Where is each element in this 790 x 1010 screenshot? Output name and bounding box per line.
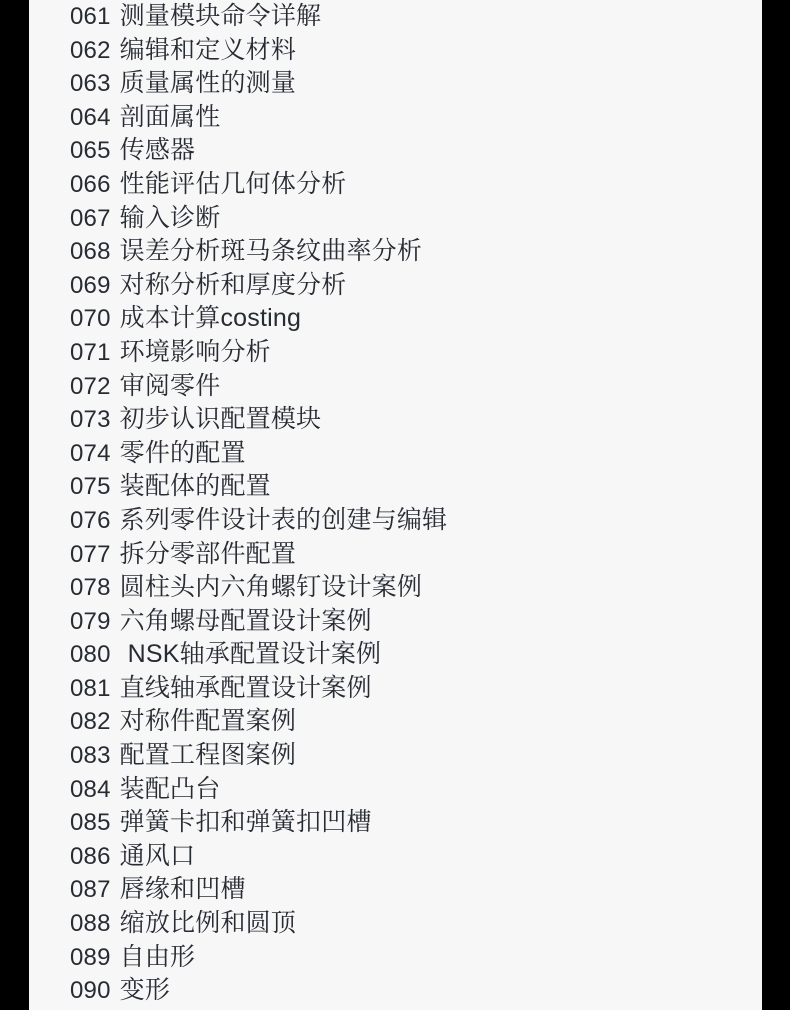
course-list bbox=[70, 0, 754, 1008]
document-sheet bbox=[29, 0, 762, 1010]
list-item-label: 通风口 bbox=[119, 841, 196, 870]
list-item-label: 系列零件设计表的创建与编辑 bbox=[119, 505, 448, 534]
list-item-label: 环境影响分析 bbox=[119, 337, 271, 366]
list-item bbox=[70, 269, 754, 303]
list-item-label: 装配体的配置 bbox=[119, 472, 271, 501]
list-item bbox=[70, 974, 754, 1008]
list-item-label: 零件的配置 bbox=[119, 438, 246, 467]
list-item bbox=[70, 235, 754, 269]
list-item-number: 066 bbox=[70, 170, 111, 198]
list-item-number: 086 bbox=[70, 842, 111, 870]
list-item bbox=[70, 470, 754, 504]
list-item bbox=[70, 101, 754, 135]
list-item bbox=[70, 705, 754, 739]
list-item-number: 061 bbox=[70, 3, 111, 30]
list-item bbox=[70, 672, 754, 706]
list-item bbox=[70, 941, 754, 975]
list-item-label: 输入诊断 bbox=[119, 203, 221, 232]
list-item bbox=[70, 202, 754, 236]
list-item-label: 六角螺母配置设计案例 bbox=[119, 606, 372, 635]
list-item-label: 成本计算costing bbox=[119, 304, 302, 333]
list-item bbox=[70, 773, 754, 807]
list-item bbox=[70, 168, 754, 202]
list-item-number: 081 bbox=[70, 674, 111, 702]
list-item-label: 剖面属性 bbox=[119, 102, 221, 131]
list-item-label: 唇缘和凹槽 bbox=[119, 875, 246, 904]
list-item-number: 089 bbox=[70, 943, 111, 971]
list-item-number: 074 bbox=[70, 439, 111, 467]
list-item-number: 063 bbox=[70, 70, 111, 98]
list-item-label: 性能评估几何体分析 bbox=[119, 169, 347, 198]
list-item-label: 直线轴承配置设计案例 bbox=[119, 673, 372, 702]
list-item bbox=[70, 739, 754, 773]
list-item-number: 085 bbox=[70, 809, 111, 837]
list-item-number: 076 bbox=[70, 506, 111, 534]
list-item-number: 064 bbox=[70, 103, 111, 131]
list-item-number: 083 bbox=[70, 742, 111, 770]
list-item-label: 初步认识配置模块 bbox=[119, 405, 322, 434]
list-item bbox=[70, 34, 754, 68]
list-item-number: 070 bbox=[70, 305, 111, 333]
list-item-number: 090 bbox=[70, 977, 111, 1005]
list-item-label: 对称件配置案例 bbox=[119, 707, 297, 736]
list-item-number: 079 bbox=[70, 607, 111, 635]
list-item-number: 071 bbox=[70, 338, 111, 366]
list-item bbox=[70, 370, 754, 404]
list-item-label: 弹簧卡扣和弹簧扣凹槽 bbox=[119, 808, 372, 837]
list-item bbox=[70, 571, 754, 605]
list-item bbox=[70, 0, 754, 34]
list-item bbox=[70, 504, 754, 538]
list-item-number: 073 bbox=[70, 406, 111, 434]
list-item-number: 088 bbox=[70, 910, 111, 938]
list-item bbox=[70, 403, 754, 437]
list-item-label: 圆柱头内六角螺钉设计案例 bbox=[119, 573, 423, 602]
list-item-number: 068 bbox=[70, 238, 111, 266]
list-item bbox=[70, 806, 754, 840]
list-item-number: 062 bbox=[70, 36, 111, 64]
list-item-number: 078 bbox=[70, 574, 111, 602]
list-item bbox=[70, 134, 754, 168]
list-item bbox=[70, 840, 754, 874]
list-item bbox=[70, 437, 754, 471]
list-item bbox=[70, 638, 754, 672]
list-item bbox=[70, 873, 754, 907]
list-item-label: 误差分析斑马条纹曲率分析 bbox=[119, 237, 423, 266]
list-item-number: 082 bbox=[70, 708, 111, 736]
list-item-number: 065 bbox=[70, 137, 111, 165]
list-item-label: 审阅零件 bbox=[119, 371, 221, 400]
list-item-label: 传感器 bbox=[119, 136, 196, 165]
list-item bbox=[70, 67, 754, 101]
list-item-label: 装配凸台 bbox=[119, 774, 221, 803]
list-item bbox=[70, 538, 754, 572]
list-item bbox=[70, 907, 754, 941]
list-item-label: NSK轴承配置设计案例 bbox=[127, 640, 382, 669]
list-item-label: 质量属性的测量 bbox=[119, 69, 297, 98]
list-item-number: 069 bbox=[70, 271, 111, 299]
list-item-label: 编辑和定义材料 bbox=[119, 35, 297, 64]
list-item bbox=[70, 336, 754, 370]
list-item-number: 067 bbox=[70, 204, 111, 232]
list-item-number: 084 bbox=[70, 775, 111, 803]
list-item-number: 087 bbox=[70, 876, 111, 904]
list-item-number: 075 bbox=[70, 473, 111, 501]
list-item-label: 变形 bbox=[119, 976, 171, 1005]
list-item-number: 080 bbox=[70, 641, 111, 669]
list-item bbox=[70, 302, 754, 336]
list-item-number: 077 bbox=[70, 540, 111, 568]
list-item-label: 配置工程图案例 bbox=[119, 741, 297, 770]
list-item bbox=[70, 605, 754, 639]
list-item-label: 缩放比例和圆顶 bbox=[119, 909, 297, 938]
list-item-label: 拆分零部件配置 bbox=[119, 539, 297, 568]
list-item-label: 测量模块命令详解 bbox=[119, 2, 322, 30]
list-item-label: 自由形 bbox=[119, 942, 196, 971]
list-item-number: 072 bbox=[70, 372, 111, 400]
list-item-label: 对称分析和厚度分析 bbox=[119, 270, 347, 299]
